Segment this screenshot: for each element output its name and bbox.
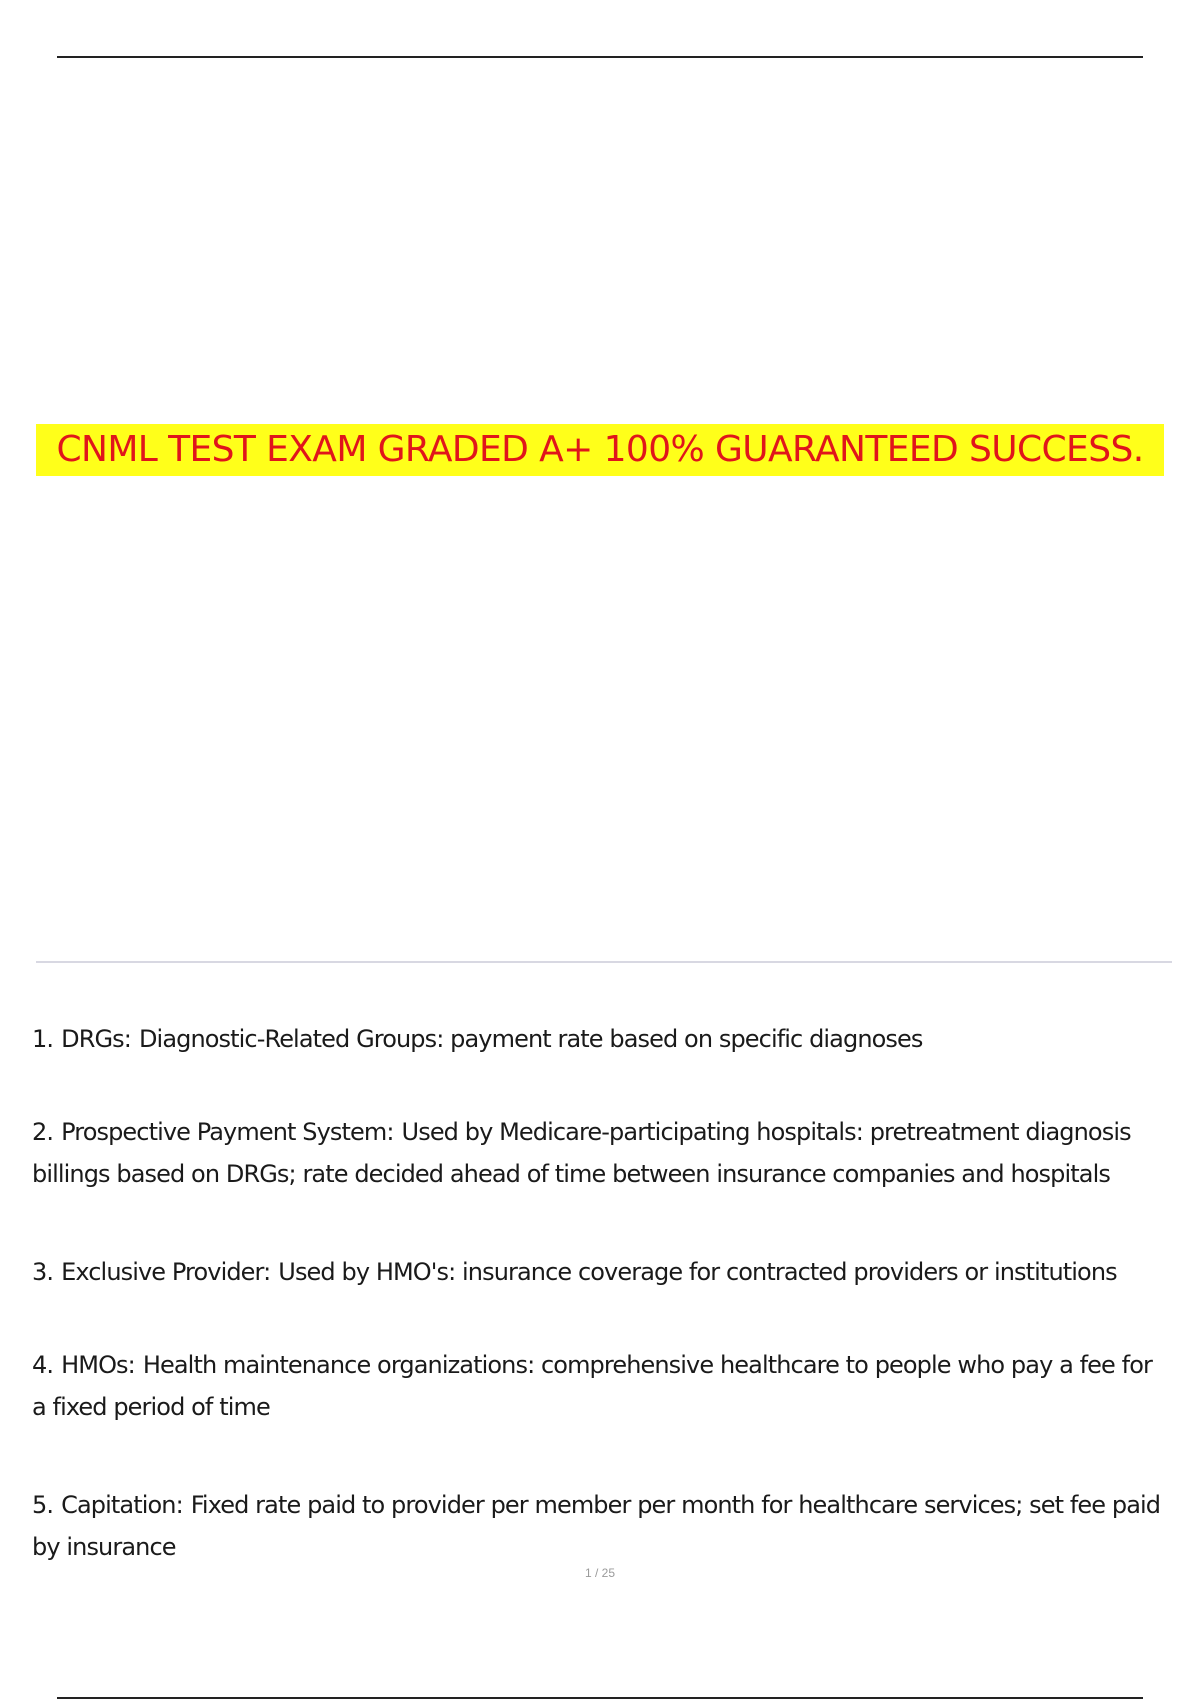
item-term: HMOs: xyxy=(61,1351,135,1379)
item-term: Exclusive Provider: xyxy=(61,1258,271,1286)
top-rule xyxy=(57,56,1143,58)
qa-item-hmos xyxy=(32,1344,1172,1428)
item-definition: Fixed rate paid to provider per member per month for healthcare services; set fee paid by insurance xyxy=(32,1491,1161,1561)
qa-item-prospective-payment-system xyxy=(32,1111,1172,1195)
section-separator xyxy=(36,961,1172,963)
item-definition: Health maintenance organizations: comprehensive healthcare to people who pay a fee for a fixed period of time xyxy=(32,1351,1152,1421)
item-definition: Used by HMO's: insurance coverage for contracted providers or institutions xyxy=(278,1258,1117,1286)
qa-item-exclusive-provider xyxy=(32,1251,1172,1293)
item-number: 3. xyxy=(32,1258,54,1286)
item-term: Prospective Payment System: xyxy=(61,1118,394,1146)
item-definition: Used by Medicare-participating hospitals: pretreatment diagnosis billings based on DRGs; rate decided ahead of time between insurance companies and hospitals xyxy=(32,1118,1131,1188)
qa-item-drgs xyxy=(32,1018,1172,1060)
item-term: DRGs: xyxy=(61,1025,131,1053)
item-number: 5. xyxy=(32,1491,54,1519)
item-number: 1. xyxy=(32,1025,54,1053)
item-term: Capitation: xyxy=(61,1491,183,1519)
title-highlight xyxy=(36,424,1164,476)
item-number: 2. xyxy=(32,1118,54,1146)
item-number: 4. xyxy=(32,1351,54,1379)
item-definition: Diagnostic-Related Groups: payment rate based on specific diagnoses xyxy=(138,1025,923,1053)
document-title: CNML TEST EXAM GRADED A+ 100% GUARANTEED SUCCESS. xyxy=(56,429,1144,470)
page-number: 1 / 25 xyxy=(584,1566,616,1580)
bottom-rule xyxy=(57,1697,1143,1699)
qa-item-capitation xyxy=(32,1484,1172,1568)
